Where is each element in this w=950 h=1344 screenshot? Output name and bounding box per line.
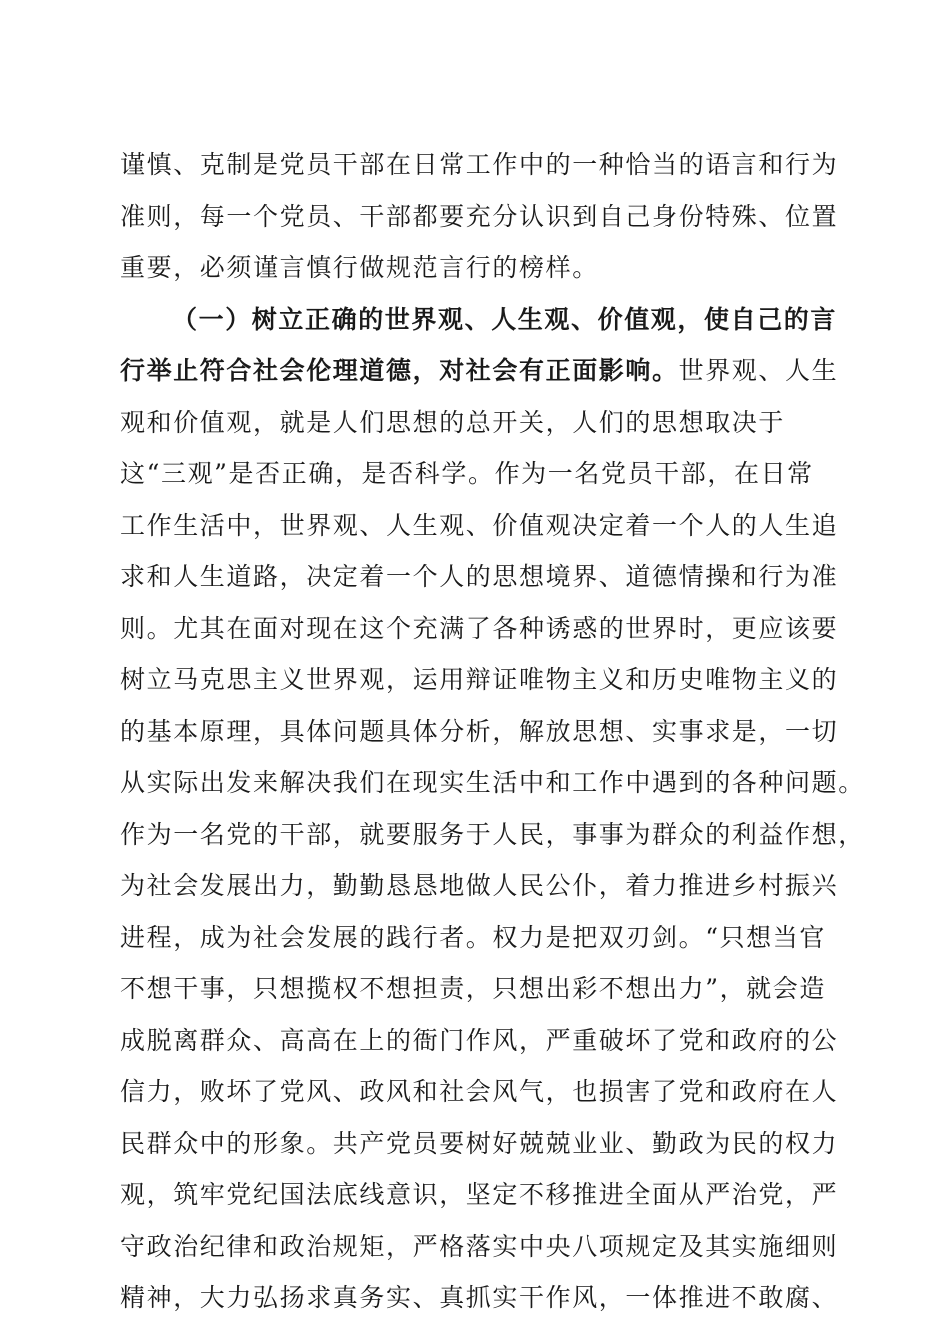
text-line — [120, 1015, 839, 1067]
text-line — [120, 551, 839, 603]
text-line — [120, 1169, 839, 1221]
paragraph-text: 这“三观”是否正确，是否科学。作为一名党员干部，在日常 — [120, 459, 814, 488]
heading-text: （一）树立正确的世界观、人生观、价值观，使自己的言 — [172, 304, 838, 334]
text-line — [120, 294, 838, 346]
paragraph-text: 工作生活中，世界观、人生观、价值观决定着一个人的人生追 — [120, 510, 839, 540]
text-line — [120, 345, 839, 397]
text-line — [120, 1221, 839, 1273]
text-line — [120, 191, 839, 243]
paragraph-text: 精神，大力弘扬求真务实、真抓实干作风，一体推进不敢腐、 — [120, 1283, 839, 1312]
text-line — [120, 757, 865, 809]
text-line — [120, 448, 830, 500]
text-line — [120, 654, 839, 706]
text-line — [120, 1118, 839, 1170]
paragraph-text: 不想干事，只想揽权不想担责，只想出彩不想出力”，就会造 — [120, 974, 826, 1003]
paragraph-text: 成脱离群众、高高在上的衙门作风，严重破坏了党和政府的公 — [120, 1025, 839, 1055]
text-line — [120, 963, 830, 1015]
text-line — [120, 706, 839, 758]
heading-text: 行举止符合社会伦理道德，对社会有正面影响。 — [120, 356, 679, 385]
text-line — [120, 1272, 839, 1324]
paragraph-text: 观和价值观，就是人们思想的总开关，人们的思想取决于 — [120, 407, 786, 437]
paragraph-text: 重要，必须谨言慎行做规范言行的榜样。 — [120, 253, 599, 282]
body-text — [120, 139, 865, 1324]
text-line — [120, 912, 830, 964]
text-line — [120, 809, 865, 861]
paragraph-text: 求和人生道路，决定着一个人的思想境界、道德情操和行为准 — [120, 562, 839, 591]
paragraph-text: 树立马克思主义世界观，运用辩证唯物主义和历史唯物主义的 — [120, 665, 839, 694]
paragraph-text: 守政治纪律和政治规矩，严格落实中央八项规定及其实施细则 — [120, 1231, 839, 1261]
paragraph-text: 谨慎、克制是党员干部在日常工作中的一种恰当的语言和行为 — [120, 150, 839, 179]
text-line — [120, 1066, 839, 1118]
paragraph-text: 的基本原理，具体问题具体分析，解放思想、实事求是，一切 — [120, 716, 839, 746]
text-line — [120, 860, 839, 912]
text-line — [120, 500, 839, 552]
text-line — [120, 603, 839, 655]
paragraph-text: 作为一名党的干部，就要服务于人民，事事为群众的利益作想， — [120, 819, 865, 849]
paragraph-text: 则。尤其在面对现在这个充满了各种诱惑的世界时，更应该要 — [120, 613, 839, 643]
paragraph-text: 准则，每一个党员、干部都要充分认识到自己身份特殊、位置 — [120, 201, 839, 231]
paragraph-text: 世界观、人生 — [678, 356, 839, 385]
text-line — [120, 397, 830, 449]
paragraph-text: 从实际出发来解决我们在现实生活中和工作中遇到的各种问题。 — [120, 768, 865, 797]
paragraph-text: 为社会发展出力，勤勤恳恳地做人民公仆，着力推进乡村振兴 — [120, 871, 839, 900]
text-line — [120, 139, 839, 191]
paragraph-text: 观，筑牢党纪国法底线意识，坚定不移推进全面从严治党，严 — [120, 1180, 839, 1209]
paragraph-text: 进程，成为社会发展的践行者。权力是把双刃剑。“只想当官 — [120, 922, 826, 952]
paragraph-text: 民群众中的形象。共产党员要树好兢兢业业、勤政为民的权力 — [120, 1128, 839, 1158]
text-line — [120, 242, 830, 294]
paragraph-text: 信力，败坏了党风、政风和社会风气，也损害了党和政府在人 — [120, 1077, 839, 1106]
